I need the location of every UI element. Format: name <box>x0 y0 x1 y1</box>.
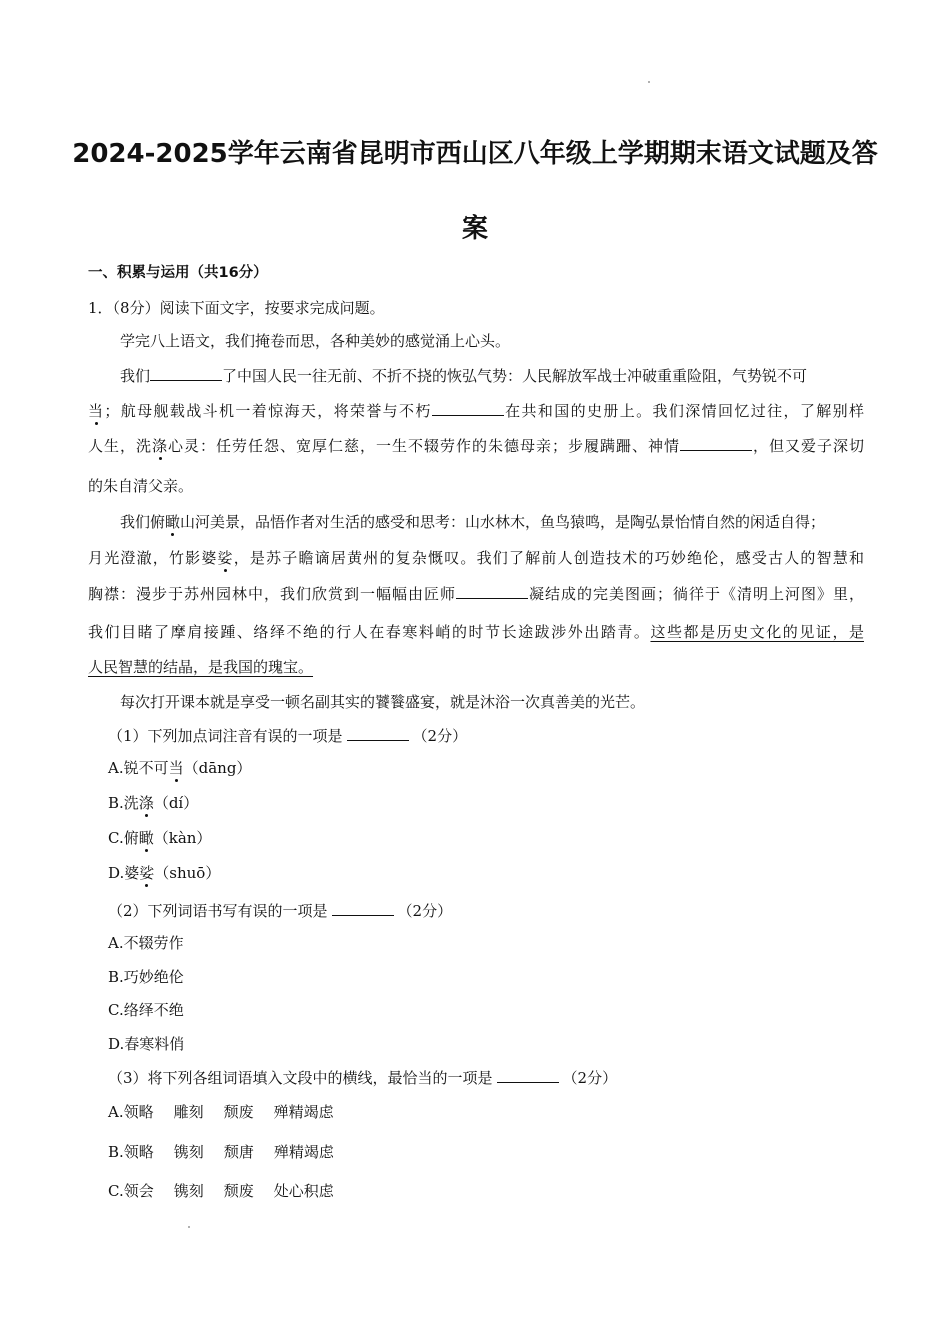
dotted-char: 涤 <box>152 437 168 455</box>
scan-speck <box>188 1226 190 1228</box>
option-b[interactable]: B.洗涤（dí） <box>108 794 199 812</box>
option-a[interactable]: A.锐不可当（dāng） <box>108 759 252 777</box>
dotted-char: 当 <box>168 759 184 777</box>
section-heading: 一、积累与运用（共16分） <box>88 265 268 281</box>
answer-blank[interactable] <box>497 1068 559 1083</box>
dotted-char: 当 <box>88 402 105 420</box>
document-title-line1: 2024-2025学年云南省昆明市西山区八年级上学期期末语文试题及答 <box>72 139 878 169</box>
sub-question-1: （1）下列加点词注音有误的一项是 （2分） <box>108 727 468 745</box>
passage-line: 我们 了中国人民一往无前、不折不挠的恢弘气势：人民解放军战士冲破重重险阻，气势锐不可 <box>120 367 808 385</box>
scan-speck <box>648 81 650 83</box>
option-c[interactable]: C.领会 镌刻 颓废 处心积虑 <box>108 1182 334 1200</box>
fill-blank-2 <box>432 401 504 416</box>
fill-blank-3 <box>680 436 752 451</box>
dotted-char: 娑 <box>139 864 155 882</box>
option-c[interactable]: C.络绎不绝 <box>108 1001 184 1019</box>
passage-line: 月光澄澈，竹影婆娑，是苏子瞻谪居黄州的复杂慨叹。我们了解前人创造技术的巧妙绝伦，感受古人的智慧和 <box>88 549 864 567</box>
answer-blank[interactable] <box>347 726 409 741</box>
document-title-line2: 案 <box>461 214 488 244</box>
passage-line: 胸襟：漫步于苏州园林中，我们欣赏到一幅幅由匠师 凝结成的完美图画；徜徉于《清明上河图》里， <box>88 585 864 603</box>
passage-line: 的朱自清父亲。 <box>88 477 194 495</box>
sub-question-3: （3）将下列各组词语填入文段中的横线，最恰当的一项是 （2分） <box>108 1069 618 1087</box>
option-b[interactable]: B.领略 镌刻 颓唐 殚精竭虑 <box>108 1143 334 1161</box>
passage-line: 人生，洗涤心灵：任劳任怨、宽厚仁慈，一生不辍劳作的朱德母亲；步履蹒跚、神情 ，但又爱子深切 <box>88 437 864 455</box>
option-a[interactable]: A.不辍劳作 <box>108 934 184 952</box>
fill-blank-4 <box>456 584 528 599</box>
dotted-char: 瞰 <box>138 829 154 847</box>
option-d[interactable]: D.春寒料俏 <box>108 1035 185 1053</box>
dotted-char: 瞰 <box>165 513 181 531</box>
question-1-stem: 1．（8分）阅读下面文字，按要求完成问题。 <box>88 299 385 317</box>
fill-blank-1 <box>150 366 222 381</box>
option-a[interactable]: A.领略 雕刻 颓废 殚精竭虑 <box>108 1103 334 1121</box>
dotted-char: 涤 <box>138 794 154 812</box>
underlined-sentence: 人民智慧的结晶，是我国的瑰宝。 <box>88 658 314 676</box>
answer-blank[interactable] <box>332 901 394 916</box>
sub-question-2: （2）下列词语书写有误的一项是 （2分） <box>108 902 453 920</box>
passage-paragraph-4: 每次打开课本就是享受一顿名副其实的饕餮盛宴，就是沐浴一次真善美的光芒。 <box>120 693 646 711</box>
option-c[interactable]: C.俯瞰（kàn） <box>108 829 212 847</box>
dotted-char: 娑 <box>217 549 234 567</box>
passage-line: 我们目睹了摩肩接踵、络绎不绝的行人在春寒料峭的时节长途跋涉外出踏青。这些都是历史文化的见证，是 <box>88 623 864 641</box>
option-b[interactable]: B.巧妙绝伦 <box>108 968 184 986</box>
passage-line: 我们俯瞰山河美景，品悟作者对生活的感受和思考：山水林木，鱼鸟猿鸣，是陶弘景怡情自然的闲适自得； <box>120 513 826 531</box>
passage-line: 当；航母舰载战斗机一着惊海天，将荣誉与不朽 在共和国的史册上。我们深情回忆过往，了解别样 <box>88 402 864 420</box>
passage-line <box>88 657 864 677</box>
option-d[interactable]: D.婆娑（shuō） <box>108 864 221 882</box>
underlined-sentence: 这些都是历史文化的见证，是 <box>650 623 864 641</box>
passage-paragraph-1: 学完八上语文，我们掩卷而思，各种美妙的感觉涌上心头。 <box>120 332 511 350</box>
